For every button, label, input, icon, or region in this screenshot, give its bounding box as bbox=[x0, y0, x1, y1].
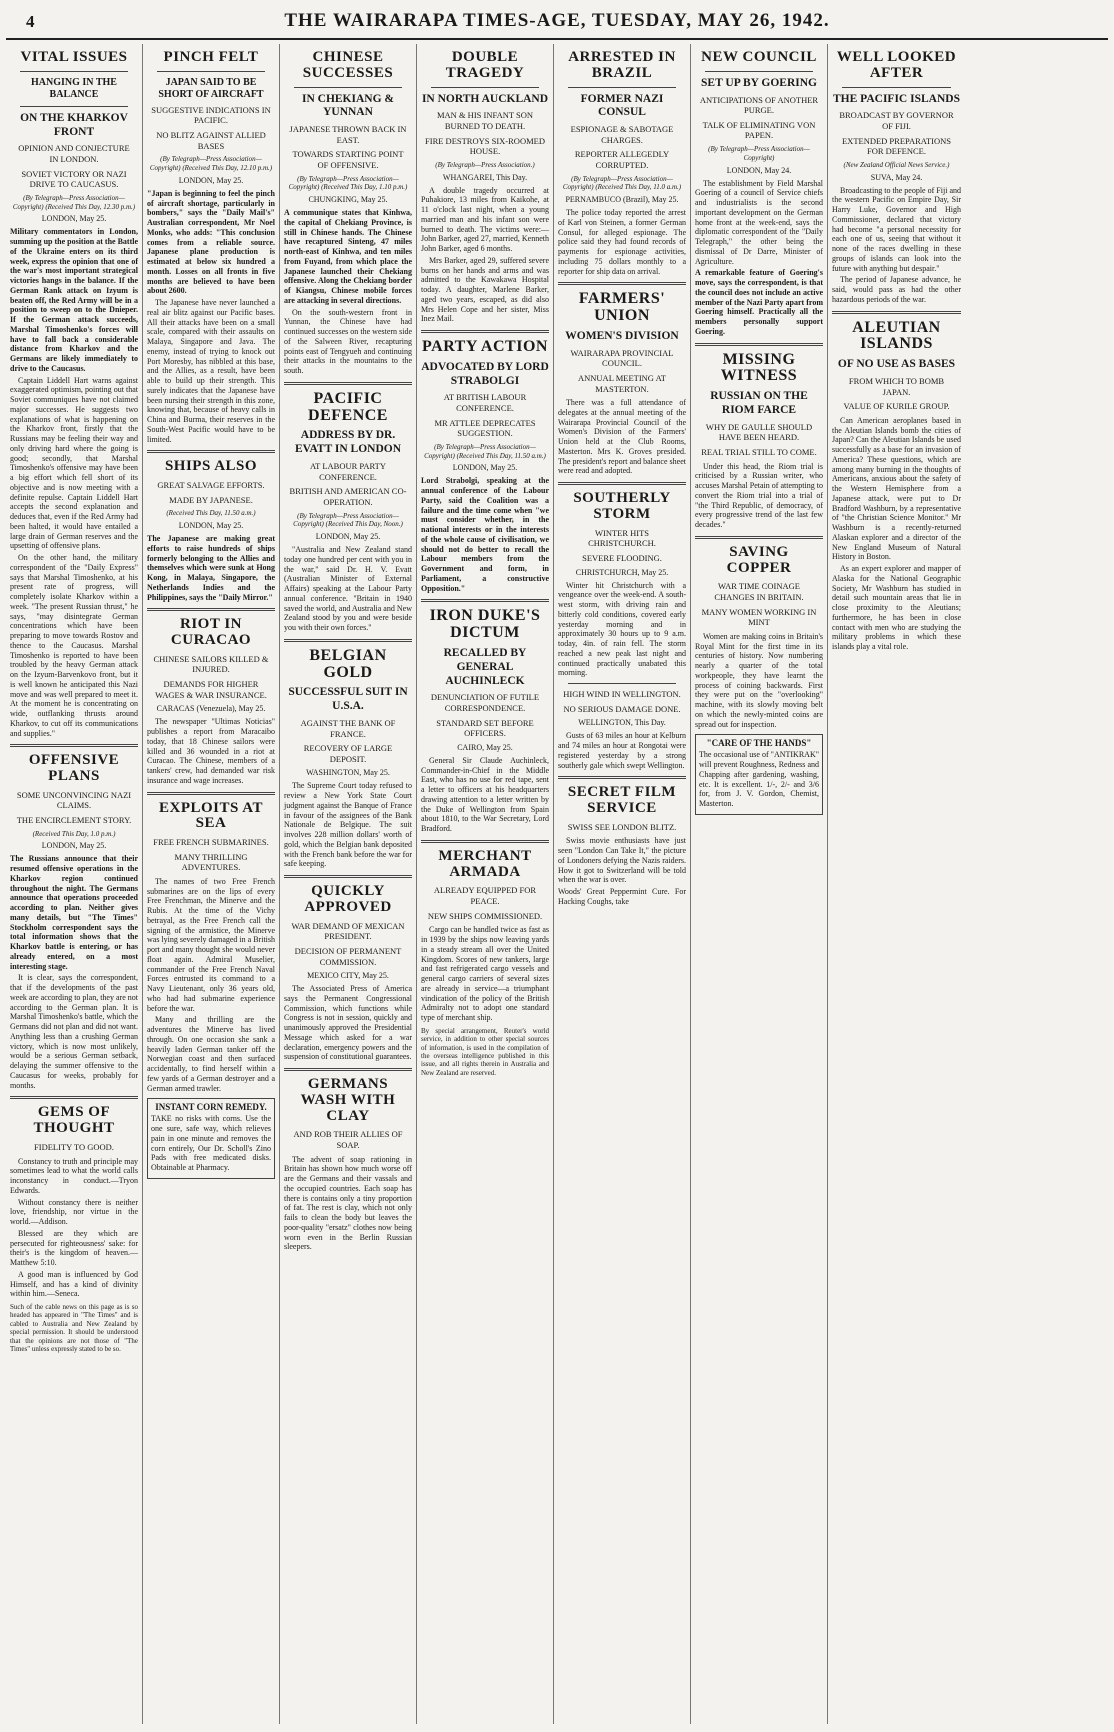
article-deck: SOVIET VICTORY OR NAZI DRIVE TO CAUCASUS. bbox=[21, 168, 127, 190]
article-deck: REAL TRIAL STILL TO COME. bbox=[701, 446, 817, 457]
divider bbox=[284, 1068, 412, 1071]
dateline: LONDON, May 25. bbox=[41, 214, 107, 224]
article-subhead: WOMEN'S DIVISION bbox=[565, 329, 679, 342]
article-headline: VITAL ISSUES bbox=[20, 49, 128, 65]
article-body: There was a full attendance of delegates at the annual meeting of the Wairarapa Provincial Council of the Women's Division of the Farmers' Union held at the Club Rooms, Masterton. Mrs K. Groves presided. The president's report and balance sheet were read and adopted. bbox=[558, 398, 686, 476]
article-headline: ALEUTIAN ISLANDS bbox=[852, 318, 941, 353]
article-deck: ALREADY EQUIPPED FOR PEACE. bbox=[433, 885, 537, 907]
article-body: The period of Japanese advance, he said, would pass as had the other hazardous periods of the war. bbox=[832, 275, 961, 304]
divider bbox=[20, 71, 128, 72]
article-headline: SOUTHERLY STORM bbox=[573, 490, 671, 522]
article-body: Mrs Barker, aged 29, suffered severe burns on her hands and arms and was admitted to the Kawakawa Hospital today. A daughter, Marlene Barker, aged two years, escaped, as did also Mrs Helen Cope and her sister, Miss Inez Mail. bbox=[421, 255, 549, 324]
article-deck: MANY WOMEN WORKING IN MINT bbox=[701, 606, 817, 628]
divider bbox=[705, 71, 813, 72]
article-deck: STANDARD SET BEFORE OFFICERS. bbox=[436, 717, 534, 739]
article-deck: SOME UNCONVINCING NAZI CLAIMS. bbox=[16, 789, 132, 811]
divider bbox=[695, 536, 823, 539]
article-headline: ARRESTED IN BRAZIL bbox=[568, 49, 676, 81]
article-body: Gusts of 63 miles an hour at Kelburn and 74 miles an hour at Rongotai were registered yesterday by a strong southerly gale which swept Wellington. bbox=[558, 731, 686, 770]
article-deck: HIGH WIND IN WELLINGTON. bbox=[563, 689, 681, 700]
article-body: On the other hand, the military correspondent of the "Daily Express" says that Marshal Timoshenko, at his present rate of progress, will completely isolate Kharkov within a week. "The present Russian thrust," he says, "may disintegrate German concentrations which have been preparing to move towards Rostov and thence to the Caucasus. Marshal Timoshenko is reported to have been troubled by the heavy German attack on the Izyum-Barvenkovo front, but it is well known he anticipated this Nazi move and was well prepared to meet it. At the moment he is concentrating on wide, outflanking thrusts around Kharkov, to cut off its communications and supplies." bbox=[10, 553, 138, 738]
column-3 bbox=[280, 44, 417, 1724]
divider bbox=[421, 599, 549, 602]
press-credit: (By Telegraph—Press Association—Copyright) (Received This Day, 11.0 a.m.) bbox=[562, 174, 682, 192]
advertisement bbox=[695, 734, 823, 815]
article-deck: FIRE DESTROYS SIX-ROOMED HOUSE. bbox=[425, 135, 545, 157]
article-subhead: JAPAN SAID TO BE SHORT OF AIRCRAFT bbox=[158, 76, 264, 100]
article-deck: MANY THRILLING ADVENTURES. bbox=[174, 851, 248, 873]
divider bbox=[842, 87, 951, 88]
page-number: 4 bbox=[26, 12, 35, 31]
divider bbox=[294, 87, 402, 88]
article-headline: MERCHANT ARMADA bbox=[438, 847, 532, 880]
article-headline: IRON DUKE'S DICTUM bbox=[429, 607, 541, 642]
article-lead: A communique states that Kinhwa, the capital of Chekiang Province, is still in Chinese hands. The Chinese have recaptured Sinteng, 47 miles north-east of Kinhwa, and ten miles from Fuyand, from which place the Japanese launched their Chekiang offensive. Along the Chekiang border of Kiangsu, Chinese mobile forces are attacking in several directions. bbox=[284, 208, 412, 305]
article-deck: MADE BY JAPANESE. bbox=[169, 494, 253, 505]
dateline: WELLINGTON, This Day. bbox=[578, 718, 666, 728]
divider bbox=[832, 311, 961, 314]
divider bbox=[558, 282, 686, 285]
ad-body: The occasional use of "ANTIKRAK" will prevent Roughness, Redness and Chapping after gardening, washing, etc. It is excellent. 1/-, 2/- and 3/6 for, from J. V. Gordon, Chemist, Masterton. bbox=[699, 750, 819, 809]
article-lead: A remarkable feature of Goering's move, says the correspondent, is that the council does not include an active member of the Nazi Party apart from Goering himself. Practically all the members personally support Goering. bbox=[695, 268, 823, 336]
press-credit: (By Telegraph—Press Association.) bbox=[435, 160, 535, 169]
article-deck: DENUNCIATION OF FUTILE CORRESPONDENCE. bbox=[430, 692, 540, 714]
divider bbox=[20, 106, 128, 107]
article-deck: WHY DE GAULLE SHOULD HAVE BEEN HEARD. bbox=[705, 421, 813, 443]
article-deck: NEW SHIPS COMMISSIONED. bbox=[427, 910, 543, 921]
article-headline: QUICKLY APPROVED bbox=[304, 883, 392, 915]
divider bbox=[147, 450, 275, 453]
quote: A good man is influenced by God Himself, and has a kind of divinity within him.—Seneca. bbox=[10, 1269, 138, 1299]
article-subhead: OF NO USE AS BASES bbox=[837, 358, 956, 371]
column-1 bbox=[6, 44, 143, 1724]
advertisement: Woods' Great Peppermint Cure. For Hacking Coughs, take bbox=[558, 887, 686, 906]
article-deck: SEVERE FLOODING. bbox=[582, 552, 662, 563]
article-body: Can American aeroplanes based in the Aleutian Islands bomb the cities of Japan? Can the Aleutian Islands be used successfully as a base for an invasion of America? These questions, which are among many burning in the thoughts of Americans, anxious about the safety of the Western Hemisphere from a Japanese attack, were put to Dr Bradford Washburn, by a representative of "the Christian Science Monitor." Mr Washburn is a recently-returned Alaskan explorer and a director of the New England Museum of Natural History in Boston. bbox=[832, 415, 961, 562]
article-body: The names of two Free French submarines are on the lips of every Free Frenchman, the Minerve and the Rubis. At the time of the Vichy betrayal, as the Free French call the signing of the armistice, the Minerve was lying severely damaged in a British port and many thought she would never float again. Admiral Muselier, commander of the Free French Naval Forces entrusted its command to a Navy Lieutenant, only 36 years old, who had had submarine experience before the war. bbox=[147, 876, 275, 1013]
article-deck: ESPIONAGE & SABOTAGE CHARGES. bbox=[570, 124, 674, 145]
article-headline: RIOT IN CURACAO bbox=[170, 616, 252, 648]
divider bbox=[157, 71, 265, 72]
dateline: CHRISTCHURCH, May 25. bbox=[575, 567, 669, 577]
divider bbox=[284, 382, 412, 385]
article-body: Cargo can be handled twice as fast as in 1939 by the ships now leaving yards in a steady stream all over the United Kingdom. Scores of new tankers, large and fast refrigerated cargo vessels and general cargo carriers of several sizes are already in service—a triumphant vindication of the policy of the British Admiralty not to adopt one standard type of merchant ship. bbox=[421, 925, 549, 1023]
divider bbox=[284, 639, 412, 642]
article-headline: SAVING COPPER bbox=[726, 543, 792, 576]
article-deck: TALK OF ELIMINATING VON PAPEN. bbox=[702, 119, 816, 141]
quote: Blessed are they which are persecuted for righteousness' sake: for their's is the kingdom of heaven.—Matthew 5:10. bbox=[10, 1228, 138, 1268]
article-deck: NO BLITZ AGAINST ALLIED BASES bbox=[156, 130, 266, 151]
dateline: CAIRO, May 25. bbox=[457, 742, 513, 752]
divider bbox=[10, 744, 138, 747]
press-credit: (By Telegraph—Press Association—Copyright) (Received This Day, 12.10 p.m.) bbox=[149, 155, 273, 172]
article-body: Many and thrilling are the adventures the Minerve has lived through. On one occasion she sank a heavily laden German tanker off the Norwegian coast and then surfaced accidentally, to find herself within a few yards of a German destroyer and a German armed trawler. bbox=[147, 1015, 275, 1093]
divider bbox=[10, 1096, 138, 1099]
article-subhead: THE PACIFIC ISLANDS bbox=[833, 92, 960, 105]
dateline: MEXICO CITY, May 25. bbox=[307, 971, 389, 981]
article-headline: CHINESE SUCCESSES bbox=[302, 49, 394, 81]
dateline: LONDON, May 25. bbox=[178, 521, 244, 530]
article-deck: TOWARDS STARTING POINT OF OFFENSIVE. bbox=[292, 149, 404, 170]
article-subhead: SET UP BY GOERING bbox=[701, 76, 817, 89]
article-deck: ANTICIPATIONS OF ANOTHER PURGE. bbox=[699, 94, 819, 116]
article-deck: AGAINST THE BANK OF FRANCE. bbox=[300, 717, 396, 739]
article-body: Captain Liddell Hart warns against exaggerated optimism, pointing out that Soviet communiques have not claimed major successes. He suggests two explanations of what is happening on the Kharkov front, firstly that the Russians may be feeling their way and only driving hard where the going is good; secondly, that Marshal Timoshenko's offensive may have been a big effort which fell short of its objective and is now meeting with a definite repulse. Captain Liddell Hart accepts the second explanation and deduces that, even if the Red Army had been halted, it would have entailed a large drain of German reserves and the upsetting of offensive plans. bbox=[10, 375, 138, 551]
article-body: As an expert explorer and mapper of Alaska for the National Geographic Society, Mr Washburn has studied in detail such mountain areas that lie in close proximity to the Aleutians; furthermore, he has been in close contact with men who are studying the military problems in which these islands play a vital role. bbox=[832, 564, 961, 652]
article-headline: OFFENSIVE PLANS bbox=[28, 752, 120, 785]
editorial-note: By special arrangement, Reuter's world service, in addition to other special sources of information, is used in the compilation of the overseas intelligence published in this issue, and all rights therein in Australia and New Zealand are reserved. bbox=[421, 1026, 549, 1077]
article-deck: THE ENCIRCLEMENT STORY. bbox=[16, 815, 132, 826]
divider bbox=[558, 776, 686, 779]
article-deck: DEMANDS FOR HIGHER WAGES & WAR INSURANCE. bbox=[155, 679, 267, 700]
article-subhead: ADDRESS BY DR. EVATT IN LONDON bbox=[294, 429, 402, 456]
article-deck: MR ATTLEE DEPRECATES SUGGESTION. bbox=[434, 417, 536, 439]
article-headline: FARMERS' UNION bbox=[578, 290, 666, 325]
article-lead: The Russians announce that their resumed offensive operations in the Kharkov region continued throughout the night. The Germans announce that operations proceeded according to plan. Neither gives many details, but "The Times" Stockholm correspondent says the total information shows that the Kharkov battle is entering, or has already entered, on a most interesting stage. bbox=[10, 854, 138, 971]
article-deck: MAN & HIS INFANT SON BURNED TO DEATH. bbox=[436, 110, 534, 131]
article-body: The newspaper "Ultimas Noticias" publishes a report from Maracaibo today, that 18 Chinese sailors were killed and 36 wounded in a riot at Curacao. The Chinese, members of a tankers' crew, had demanded war risk insurance and wage increases. bbox=[147, 717, 275, 785]
article-deck: FREE FRENCH SUBMARINES. bbox=[153, 837, 269, 847]
column-7 bbox=[828, 44, 965, 1724]
article-deck: AND ROB THEIR ALLIES OF SOAP. bbox=[293, 1129, 403, 1151]
article-headline: BELGIAN GOLD bbox=[309, 646, 387, 681]
article-subhead: IN CHEKIANG & YUNNAN bbox=[301, 92, 394, 119]
divider bbox=[147, 792, 275, 795]
article-body: The Supreme Court today refused to review a New York State Court judgment against the Banque of France in favour of the assignees of the Bank Nationale de Belgique. The suit involves 228 million dollars' worth of gold, which the Belgian bank deposited with the French bank before the war for safe keeping. bbox=[284, 781, 412, 869]
article-headline: GEMS OF THOUGHT bbox=[33, 1104, 115, 1137]
article-lead: Military commentators in London, summing up the position at the Battle of the Ukraine enters on its third week, express the opinion that one of the war's most important strategical victories hangs in the balance. If the German Rank attack on Izyum is beaten off, the Red Army will be in a position to sweep on to the Dnieper. If the German attack succeeds, Marshal Timoshenko's forces will have to fall back a considerable distance from Kharkov and the Germans are likely immediately to drive to the Caucasus. bbox=[10, 227, 139, 373]
column-4 bbox=[417, 44, 554, 1724]
dateline: WHANGAREI, This Day. bbox=[442, 172, 528, 182]
article-deck: BROADCAST BY GOVERNOR OF FIJI. bbox=[839, 110, 954, 131]
article-lead: Lord Strabolgi, speaking at the annual conference of the Labour Party, said the Coalition was a failure and the time come when "we must consider whether, in the national interests or in the interests of the whole cause of civilisation, we should not do better to recall the Labour members from the Government and form, in Parliament, a constructive Opposition." bbox=[421, 476, 549, 593]
dateline: LONDON, May 25. bbox=[315, 532, 381, 542]
dateline: SUVA, May 24. bbox=[870, 172, 923, 182]
article-subhead: ON THE KHARKOV FRONT bbox=[20, 111, 128, 138]
dateline: CHUNGKING, May 25. bbox=[308, 195, 388, 205]
article-subhead: RUSSIAN ON THE RIOM FARCE bbox=[710, 390, 808, 416]
article-deck: REPORTER ALLEGEDLY CORRUPTED. bbox=[574, 149, 670, 170]
article-deck: VALUE OF KURILE GROUP. bbox=[843, 401, 950, 412]
article-body: "Australia and New Zealand stand today one hundred per cent with you in the war," said Dr. H. V. Evatt (Australian Minister of External Affairs) speaking at the Labour Party annual conference. "Britain in 1940 saved the world, and Australia and New Zealand stood by you and were beside you with their own forces." bbox=[284, 545, 412, 633]
article-deck: DECISION OF PERMANENT COMMISSION. bbox=[294, 945, 402, 967]
divider bbox=[568, 87, 676, 88]
article-deck: GREAT SALVAGE EFFORTS. bbox=[157, 480, 265, 490]
article-body: The Associated Press of America says the Permanent Congressional Commission, which functions while Congress is not in session, quickly and unanimously approved the Presidential Message which asked for a war declaration, emergency powers and the suspension of constitutional guarantees. bbox=[284, 984, 412, 1062]
article-body: A double tragedy occurred at Puhakiore, 13 miles from Kaikohe, at 11 o'clock last night, when a young married man and his infant son were burned to death. The victims were:— John Barker, aged 27, married, Kenneth John Barker, aged 6 months. bbox=[421, 185, 549, 254]
article-deck: OPINION AND CONJECTURE IN LONDON. bbox=[18, 143, 130, 164]
article-deck: FIDELITY TO GOOD. bbox=[34, 1141, 114, 1152]
article-deck: ANNUAL MEETING AT MASTERTON. bbox=[578, 372, 666, 394]
column-6 bbox=[691, 44, 828, 1724]
press-credit: (By Telegraph—Press Association—Copyright) (Received This Day, 1.10 p.m.) bbox=[288, 174, 408, 192]
press-credit: (New Zealand Official News Service.) bbox=[843, 160, 950, 169]
article-deck: CHINESE SAILORS KILLED & INJURED. bbox=[153, 653, 269, 675]
ad-body: TAKE no risks with corns. Use the one sure, safe way, which relieves pain in one minute and removes the corn entirely, Our Dr. Scholl's Zino Pads with free medicated disks. Obtainable at Pharmacy. bbox=[151, 1114, 271, 1173]
editorial-note: Such of the cable news on this page as is so headed has appeared in "The Times" and is cabled to Australia and New Zealand by special permission. It should be understood that the opinions are not those of "The Times" unless expressly stated to be so. bbox=[10, 1303, 138, 1354]
press-credit: (Received This Day, 1.0 p.m.) bbox=[32, 829, 116, 838]
dateline: LONDON, May 24. bbox=[726, 165, 792, 175]
divider bbox=[147, 608, 275, 611]
article-body: Broadcasting to the people of Fiji and the western Pacific on Empire Day, Sir Harry Luke, Governor and High Commissioner, declared that victory had become "a personal necessity for each one of us, seeing that without it none of the races dwelling in these groups of islands can look into the future with anything but despair." bbox=[832, 185, 961, 273]
article-headline: EXPLOITS AT SEA bbox=[158, 799, 263, 832]
dateline: LONDON, May 25. bbox=[41, 841, 107, 851]
article-headline: GERMANS WASH WITH CLAY bbox=[300, 1076, 396, 1124]
article-body: The Japanese have never launched a real air blitz against our Pacific bases. All their attacks have been on a small scale, compared with their assaults on Malaya, Singapore and Java. The enemy, instead of trying to knock out Port Moresby, has nibbled at this base, and the Allies, as a result, have been able to build up their strength. This surely indicates that the Japanese have been nursing their strength in this zone, knowing that, because of heavy calls in China and Burma, their reserves in the South-West Pacific would have to be limited. bbox=[147, 298, 275, 444]
article-deck: WAR TIME COINAGE CHANGES IN BRITAIN. bbox=[714, 581, 804, 602]
article-headline: MISSING WITNESS bbox=[720, 350, 798, 385]
article-deck: NO SERIOUS DAMAGE DONE. bbox=[563, 703, 681, 714]
quote: Constancy to truth and principle may sometimes lead to what the world calls inconstancy in conduct.—Tryon Edwards. bbox=[10, 1156, 138, 1195]
article-deck: FROM WHICH TO BOMB JAPAN. bbox=[848, 375, 945, 397]
quote: Without constancy there is neither love, friendship, nor virtue in the world.—Addison. bbox=[10, 1197, 138, 1227]
advertisement bbox=[147, 1098, 275, 1179]
article-body: Winter hit Christchurch with a vengeance over the week-end. A south-west storm, with driving rain and bitterly cold conditions, covered early yesterday morning and in approximately 30 hours up to 9 a.m. today, 4in. of rain fell. The storm reached a new peak last night and continued practically unabated this morning. bbox=[558, 580, 686, 678]
press-credit: (By Telegraph—Press Association—Copyright) (Received This Day, Noon.) bbox=[293, 511, 403, 529]
masthead-title: THE WAIRARAPA TIMES-AGE, TUESDAY, MAY 26, 1942. bbox=[284, 10, 830, 31]
divider bbox=[568, 683, 676, 684]
article-deck: AT LABOUR PARTY CONFERENCE. bbox=[309, 461, 386, 482]
article-body: It is clear, says the correspondent, that if the developments of the past week are according to plan, they are not according to the German plan. It is Marshal Timoshenko's battle, which the Germans did not plan and did not want. Anything less than a crushing German victory, which is now most unlikely, would be a serious German setback, delaying the summer offensive to the Caucasus for weeks, probably for months. bbox=[10, 973, 138, 1090]
column-2 bbox=[143, 44, 280, 1724]
divider bbox=[695, 343, 823, 346]
article-deck: AT BRITISH LABOUR CONFERENCE. bbox=[443, 392, 527, 414]
article-headline: SECRET FILM SERVICE bbox=[567, 784, 677, 817]
article-body: General Sir Claude Auchinleck, Commander-in-Chief in the Middle East, who has no use for red tape, sent a letter to officers at his headquarters drawing attention to a letter written by the Duke of Wellington from Spain about 1810, to the War Secretary, Lord Bradford. bbox=[421, 755, 549, 834]
article-body: The establishment by Field Marshal Goering of a council of Service chiefs and industrialists is the second important development on the German home front at the week-end, says the diplomatic correspondent of the "Daily Telegraph," the other being the dismissal of Dr Darre, Minister of Agriculture. bbox=[695, 178, 823, 266]
article-subhead: ADVOCATED BY LORD STRABOLGI bbox=[421, 360, 549, 387]
ad-headline: INSTANT CORN REMEDY. bbox=[155, 1102, 267, 1113]
article-headline: DOUBLE TRAGEDY bbox=[445, 49, 525, 81]
press-credit: (Received This Day, 11.50 a.m.) bbox=[166, 509, 256, 518]
columns bbox=[6, 44, 1108, 1724]
article-deck: RECOVERY OF LARGE DEPOSIT. bbox=[303, 743, 393, 764]
article-deck: JAPANESE THROWN BACK IN EAST. bbox=[289, 124, 407, 145]
column-5 bbox=[554, 44, 691, 1724]
article-subhead: FORMER NAZI CONSUL bbox=[580, 92, 664, 119]
article-deck: WAR DEMAND OF MEXICAN PRESIDENT. bbox=[291, 920, 405, 942]
article-subhead: HANGING IN THE BALANCE bbox=[31, 76, 117, 100]
divider bbox=[431, 87, 539, 88]
article-lead: The Japanese are making great efforts to raise hundreds of ships formerly belonging to the Allies and themselves which were sunk at Hong Kong, in Malaya, Singapore, the Netherlands Indies and the Philippines, says the "Daily Mirror." bbox=[147, 534, 275, 602]
article-body: The advent of soap rationing in Britain has shown how much worse off are the Germans and their vassals and the occupied countries. Each soap has there is contains only a tiny proportion of fat. The rest is clay, which not only fails to clean the body but leaves the poor-quality "ersatz" clothes now being worn even in the Berlin Russian sleepers. bbox=[284, 1154, 412, 1252]
article-subhead: RECALLED BY GENERAL AUCHINLECK bbox=[443, 647, 527, 687]
masthead bbox=[6, 4, 1108, 40]
article-deck: EXTENDED PREPARATIONS FOR DEFENCE. bbox=[841, 135, 951, 157]
dateline: LONDON, May 25. bbox=[452, 463, 518, 473]
article-deck: WAIRARAPA PROVINCIAL COUNCIL. bbox=[570, 347, 674, 369]
divider bbox=[421, 840, 549, 843]
article-body: Women are making coins in Britain's Royal Mint for the first time in its centuries of history. Now numbering nearly a quarter of the total workpeople, they have learnt the process of coining backwards. First they were put on the "overlooking" machine, with its slowly moving belt on which the newly-minted coins are spread out for inspection. bbox=[695, 631, 823, 729]
press-credit: (By Telegraph—Press Association—Copyright) (Received This Day, 11.50 a.m.) bbox=[424, 442, 546, 460]
article-body: The police today reported the arrest of Karl von Steinen, a former German Consul, for alleged espionage. The police said they had found records of payments for espionage activities, including 75 dollars monthly to a reporter for ship data on arrival. bbox=[558, 208, 686, 276]
article-headline: WELL LOOKED AFTER bbox=[836, 49, 957, 81]
article-body: Swiss movie enthusiasts have just seen "London Can Take It," the picture of Londoners defying the Nazis raiders. How it got to Switzerland will be told when the war is over. bbox=[558, 836, 686, 885]
divider bbox=[558, 482, 686, 485]
article-deck: WINTER HITS CHRISTCHURCH. bbox=[588, 527, 656, 549]
dateline: PERNAMBUCO (Brazil), May 25. bbox=[565, 195, 679, 205]
divider bbox=[421, 330, 549, 333]
article-headline: PACIFIC DEFENCE bbox=[308, 389, 388, 424]
article-lead: "Japan is beginning to feel the pinch of aircraft shortage, particularly in bombers," says the "Daily Mail's" Australian correspondent, Mr Noel Monks, who adds: "This conclusion comes from a reliable source. Japanese plane production is estimated at below six hundred a month. Losses on all fronts in five months are believed to have been about 2600. bbox=[147, 188, 275, 296]
article-subhead: SUCCESSFUL SUIT IN U.S.A. bbox=[288, 686, 408, 713]
dateline: LONDON, May 25. bbox=[178, 175, 244, 185]
article-body: Under this head, the Riom trial is criticised by a Russian writer, who accuses Marshal Petain of attempting to convert the Riom trial into a trial of "the Third Republic, of democracy, of every progressive trend of the last few decades." bbox=[695, 461, 823, 530]
press-credit: (By Telegraph—Press Association—Copyright) bbox=[708, 145, 810, 162]
dateline: WASHINGTON, May 25. bbox=[306, 768, 390, 778]
article-body: On the south-western front in Yunnan, the Chinese have had continued successes on the western side of the Salween River, recapturing points east of Tengyueh and continuing their attacks in the mountains to the south. bbox=[284, 307, 412, 376]
dateline: CARACAS (Venezuela), May 25. bbox=[156, 704, 266, 714]
article-deck: BRITISH AND AMERICAN CO-OPERATION. bbox=[289, 486, 407, 507]
press-credit: (By Telegraph—Press Association—Copyright) (Received This Day, 12.30 p.m.) bbox=[12, 193, 136, 211]
article-subhead: IN NORTH AUCKLAND bbox=[421, 92, 549, 105]
ad-headline: "CARE OF THE HANDS" bbox=[706, 738, 812, 749]
divider bbox=[284, 875, 412, 878]
article-headline: NEW COUNCIL bbox=[701, 49, 817, 65]
article-deck: SWISS SEE LONDON BLITZ. bbox=[567, 821, 677, 832]
article-deck: SUGGESTIVE INDICATIONS IN PACIFIC. bbox=[151, 104, 271, 126]
article-headline: PARTY ACTION bbox=[422, 338, 548, 356]
article-headline: PINCH FELT bbox=[163, 49, 259, 65]
article-headline: SHIPS ALSO bbox=[164, 458, 258, 475]
